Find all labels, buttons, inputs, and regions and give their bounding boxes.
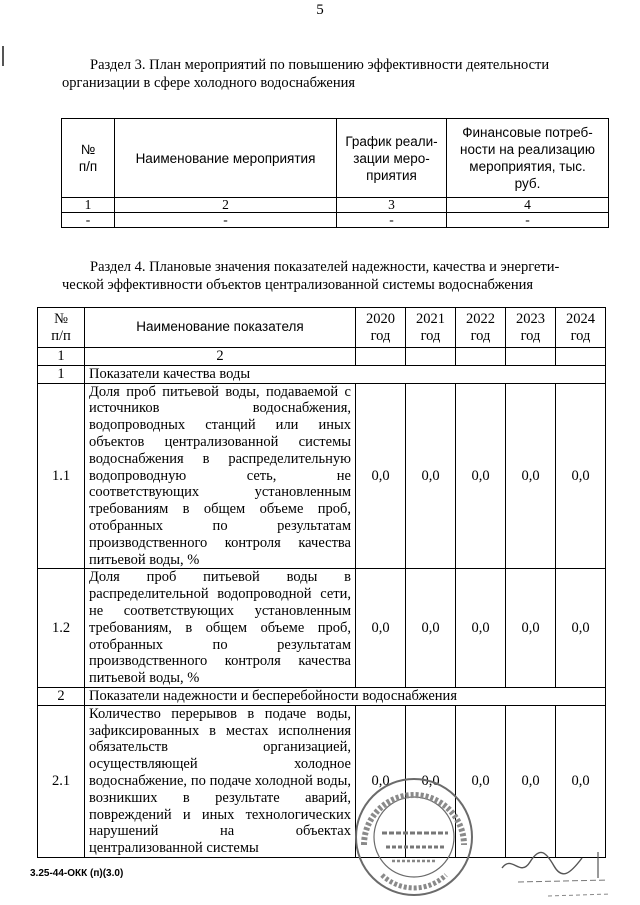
col-header-num: № п/п bbox=[62, 119, 115, 198]
section3-table bbox=[61, 118, 609, 228]
section4-title-line1: Раздел 4. Плановые значения показателей надежности, качества и энергети- bbox=[90, 259, 560, 275]
col-header-indicator-name: Наименование показателя bbox=[85, 308, 356, 348]
table-index-row: 1 2 3 4 bbox=[62, 198, 609, 213]
section4-heading bbox=[62, 258, 608, 294]
scan-edge-mark bbox=[2, 46, 8, 66]
col-header-year-2022: 2022 год bbox=[456, 308, 506, 348]
group-row-reliability: 2 Показатели надежности и бесперебойности водоснабжения bbox=[38, 687, 606, 705]
table-row: 1.2 Доля проб питьевой воды в распределительной водопроводной сети, не соответствующих установленным требованиям, в общем объеме проб, отобранных по результатам производственного контроля качества питьевой воды, % 0,0 0,0 0,0 0,0 0,0 bbox=[38, 569, 606, 688]
signature bbox=[498, 848, 618, 903]
group-row-water-quality: 1 Показатели качества воды bbox=[38, 365, 606, 383]
col-header-year-2023: 2023 год bbox=[506, 308, 556, 348]
section3-heading bbox=[62, 56, 608, 92]
official-stamp bbox=[352, 775, 477, 900]
col-header-activity-name: Наименование мероприятия bbox=[115, 119, 337, 198]
page-number: 5 bbox=[316, 2, 324, 18]
section4-title-line2: ческой эффективности объектов централизованной системы водоснабжения bbox=[62, 277, 534, 293]
col-header-year-2024: 2024 год bbox=[556, 308, 606, 348]
table-index-row: 1 2 bbox=[38, 348, 606, 366]
table-row: 1.1 Доля проб питьевой воды, подаваемой с источников водоснабжения, водопроводных станций или иных объектов централизованной системы водоснабжения в распределительную водопроводную сеть, не соответствующих установленным требованиям в общем объеме проб, отобранных по результатам производственного контроля качества питьевой воды, % 0,0 0,0 0,0 0,0 0,0 bbox=[38, 383, 606, 569]
col-header-finance: Финансовые потреб- ности на реализацию мероприятия, тыс. руб. bbox=[447, 119, 609, 198]
col-header-num: № п/п bbox=[38, 308, 85, 348]
section3-title-line2: организации в сфере холодного водоснабжения bbox=[62, 75, 356, 91]
table-row: - - - - bbox=[62, 213, 609, 228]
col-header-year-2020: 2020 год bbox=[356, 308, 406, 348]
section3-title-line1: Раздел 3. План мероприятий по повышению эффективности деятельности bbox=[90, 57, 550, 73]
col-header-year-2021: 2021 год bbox=[406, 308, 456, 348]
table-row: 2.1 Количество перерывов в подаче воды, зафиксированных в местах исполнения обязательств организацией, осуществляющей холодное водоснабжение, по подаче холодной воды, возникших в результате аварий, повреждений и иных технологических нарушений на объектах централизованной системы 0,0 0,0 0,0 0,0 0,0 bbox=[38, 705, 606, 857]
col-header-schedule: График реали- зации меро- приятия bbox=[337, 119, 447, 198]
section4-table bbox=[37, 307, 606, 858]
document-code: 3.25-44-ОКК (п)(3.0) bbox=[30, 868, 124, 879]
